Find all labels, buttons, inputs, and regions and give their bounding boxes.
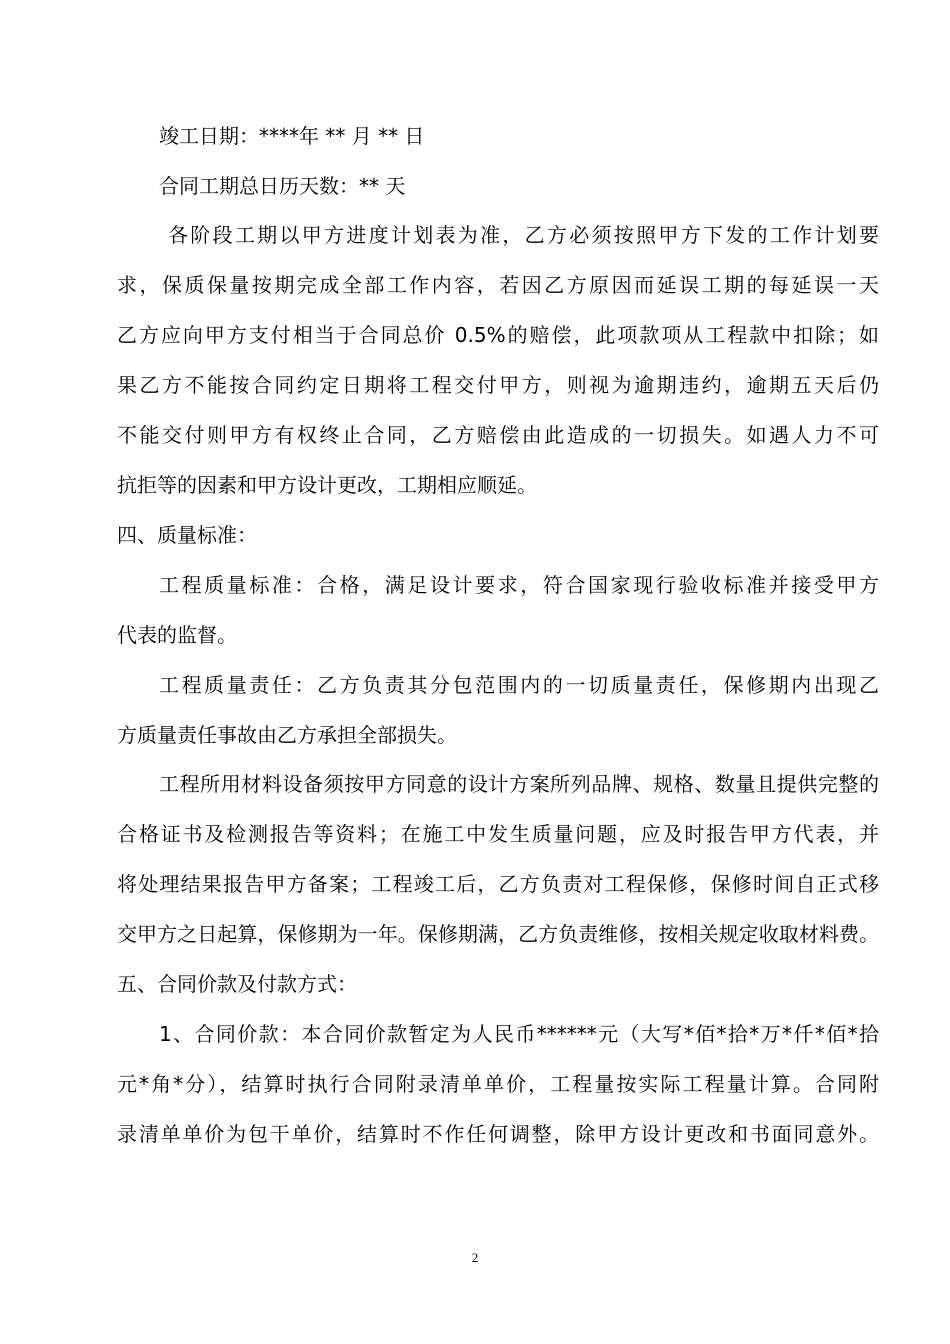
completion-date-line: 竣工日期：****年 ** 月 ** 日 — [159, 124, 425, 148]
section-heading-payment: 五、合同价款及付款方式： — [117, 972, 357, 996]
paragraph-line: 工程质量标准：合格，满足设计要求，符合国家现行验收标准并接受甲方 — [159, 573, 879, 597]
paragraph-line: 元*角*分），结算时执行合同附录清单单价，工程量按实际工程量计算。合同附 — [117, 1072, 879, 1096]
paragraph-line: 果乙方不能按合同约定日期将工程交付甲方，则视为逾期违约，逾期五天后仍 — [117, 373, 879, 397]
paragraph-line: 方质量责任事故由乙方承担全部损失。 — [117, 723, 457, 747]
paragraph-line: 工程所用材料设备须按甲方同意的设计方案所列品牌、规格、数量且提供完整的 — [159, 772, 879, 796]
paragraph-line: 乙方应向甲方支付相当于合同总价 0.5%的赔偿，此项款项从工程款中扣除；如 — [117, 323, 879, 347]
paragraph-line: 不能交付则甲方有权终止合同，乙方赔偿由此造成的一切损失。如遇人力不可 — [117, 423, 879, 447]
paragraph-line: 合格证书及检测报告等资料；在施工中发生质量问题，应及时报告甲方代表，并 — [117, 822, 879, 846]
paragraph-line: 交甲方之日起算，保修期为一年。保修期满，乙方负责维修，按相关规定收取材料费。 — [117, 922, 879, 946]
page-number: 2 — [471, 1250, 479, 1265]
paragraph-line: 1、合同价款：本合同价款暂定为人民币******元（大写*佰*拾*万*仟*佰*拾 — [159, 1022, 879, 1046]
paragraph-line: 各阶段工期以甲方进度计划表为准，乙方必须按照甲方下发的工作计划要 — [168, 223, 879, 247]
paragraph-line: 代表的监督。 — [117, 623, 237, 647]
paragraph-line: 将处理结果报告甲方备案；工程竣工后，乙方负责对工程保修，保修时间自正式移 — [117, 872, 879, 896]
paragraph-line: 录清单单价为包干单价，结算时不作任何调整，除甲方设计更改和书面同意外。 — [117, 1122, 879, 1146]
total-days-line: 合同工期总日历天数：** 天 — [159, 174, 406, 198]
paragraph-line: 工程质量责任：乙方负责其分包范围内的一切质量责任，保修期内出现乙 — [159, 673, 879, 697]
section-heading-quality: 四、质量标准： — [117, 523, 257, 547]
paragraph-line: 求，保质保量按期完成全部工作内容，若因乙方原因而延误工期的每延误一天 — [117, 273, 879, 297]
paragraph-line: 抗拒等的因素和甲方设计更改，工期相应顺延。 — [117, 473, 537, 497]
